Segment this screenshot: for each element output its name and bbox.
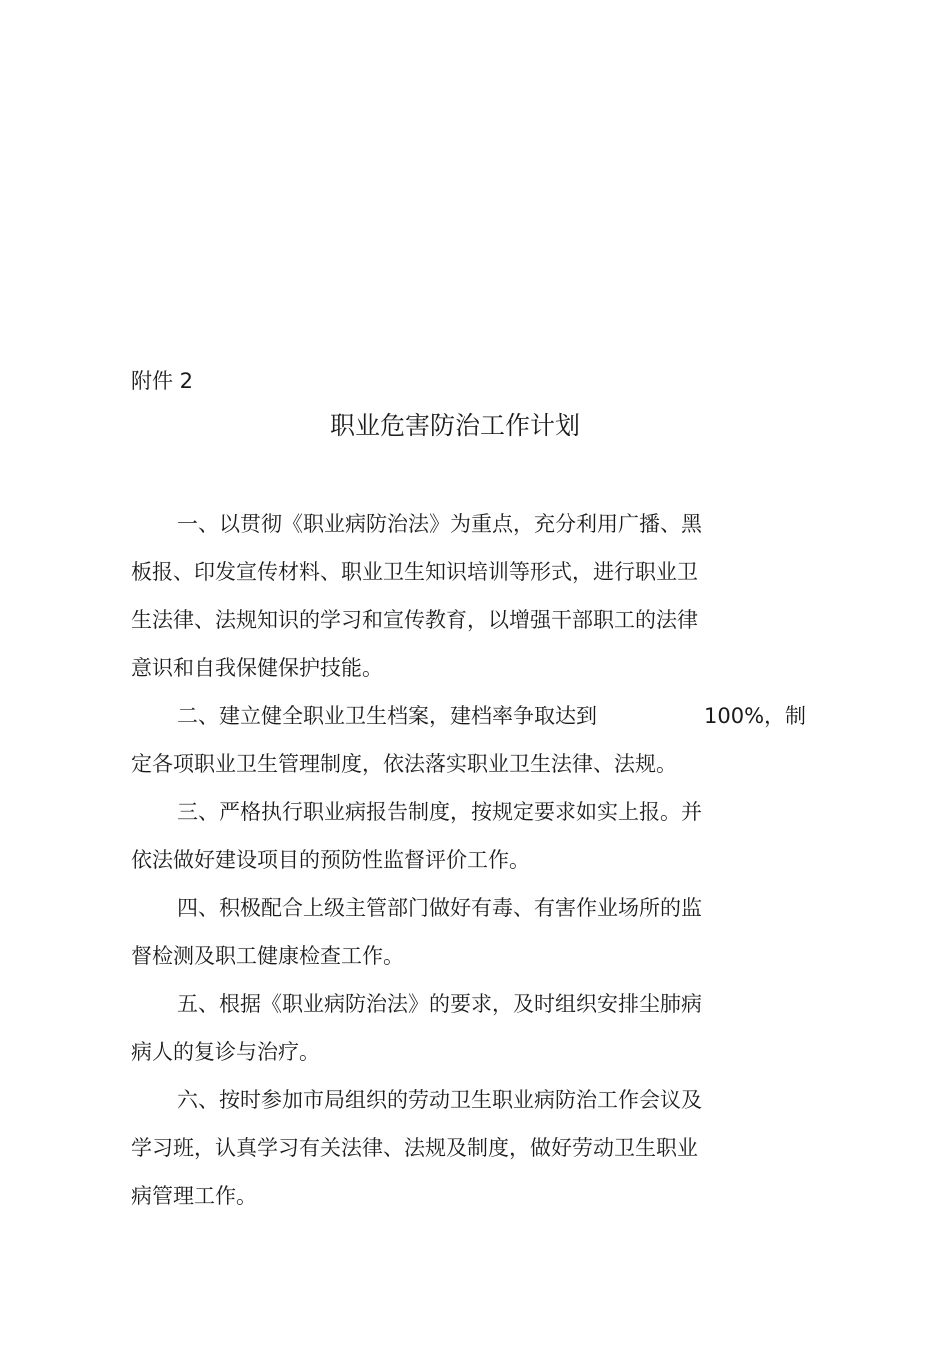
paragraph-4-line-2: 督检测及职工健康检查工作。: [131, 944, 404, 968]
document-title: 职业危害防治工作计划: [330, 411, 581, 440]
paragraph-6-line-3: 病管理工作。: [131, 1184, 257, 1208]
paragraph-5-line-2: 病人的复诊与治疗。: [131, 1040, 320, 1064]
paragraph-3-line-2: 依法做好建设项目的预防性监督评价工作。: [131, 848, 530, 872]
paragraph-1-line-3: 生法律、法规知识的学习和宣传教育，以增强干部职工的法律: [131, 608, 698, 632]
paragraph-6-line-2: 学习班，认真学习有关法律、法规及制度，做好劳动卫生职业: [131, 1136, 698, 1160]
attachment-label: 附件 2: [131, 369, 194, 393]
paragraph-2-line-1: 二、建立健全职业卫生档案，建档率争取达到: [177, 704, 597, 728]
paragraph-6-line-1: 六、按时参加市局组织的劳动卫生职业病防治工作会议及: [177, 1088, 702, 1112]
paragraph-2-line-2: 定各项职业卫生管理制度，依法落实职业卫生法律、法规。: [131, 752, 677, 776]
paragraph-1-line-2: 板报、印发宣传材料、职业卫生知识培训等形式，进行职业卫: [131, 560, 698, 584]
paragraph-1-line-1: 一、以贯彻《职业病防治法》为重点，充分利用广播、黑: [177, 512, 702, 536]
paragraph-4-line-1: 四、积极配合上级主管部门做好有毒、有害作业场所的监: [177, 896, 702, 920]
paragraph-1-line-4: 意识和自我保健保护技能。: [131, 656, 383, 680]
paragraph-3-line-1: 三、严格执行职业病报告制度，按规定要求如实上报。并: [177, 800, 702, 824]
paragraph-2-value: 100%，制: [704, 704, 807, 728]
paragraph-5-line-1: 五、根据《职业病防治法》的要求，及时组织安排尘肺病: [177, 992, 702, 1016]
